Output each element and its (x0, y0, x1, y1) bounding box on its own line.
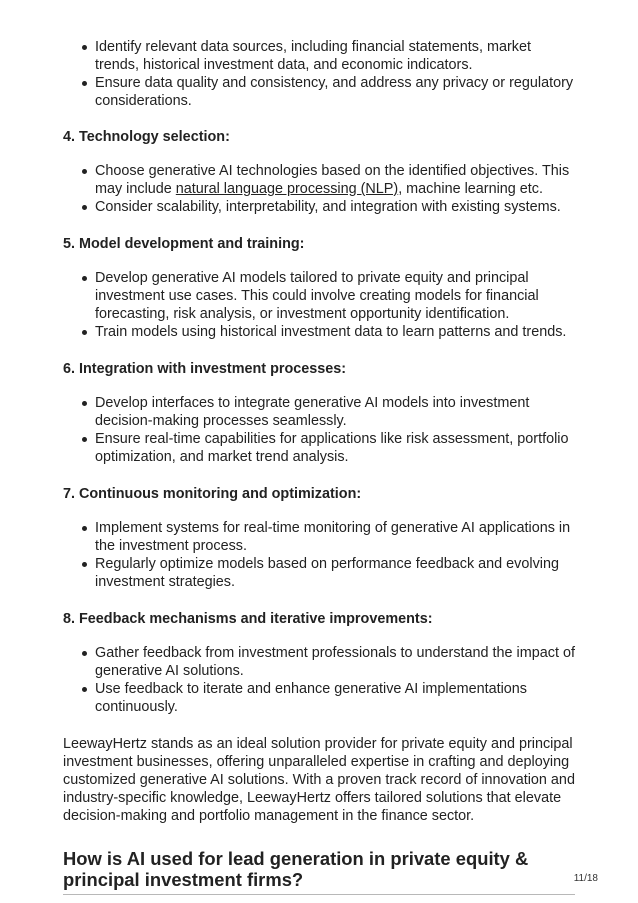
intro-bullet-list (63, 38, 577, 110)
list-item: Train models using historical investment data to learn patterns and trends. (63, 323, 577, 341)
closing-paragraph: LeewayHertz stands as an ideal solution provider for private equity and principal investment businesses, offering unparalleled expertise in crafting and deploying customized generative AI solutions. With a proven track record of innovation and industry-specific knowledge, LeewayHertz offers tailored solutions that elevate decision-making and portfolio management in the finance sector. (63, 736, 575, 824)
feedback-list (63, 644, 577, 716)
list-item: Use feedback to iterate and enhance generative AI implementations continuously. (63, 680, 577, 716)
technology-selection-list (63, 162, 577, 216)
document-page (63, 38, 577, 895)
list-item: Regularly optimize models based on performance feedback and evolving investment strategies. (63, 555, 577, 591)
next-section-heading: How is AI used for lead generation in private equity & principal investment firms? (63, 848, 529, 890)
model-development-list (63, 269, 577, 341)
heading-divider (63, 894, 575, 895)
section-heading-technology-selection: 4. Technology selection: (63, 129, 230, 145)
list-item: Ensure real-time capabilities for applications like risk assessment, portfolio optimization, and market trend analysis. (63, 430, 577, 466)
list-item-text: , machine learning etc. (398, 181, 543, 197)
section-heading-feedback: 8. Feedback mechanisms and iterative improvements: (63, 611, 433, 627)
list-item (63, 162, 577, 198)
list-item: Ensure data quality and consistency, and address any privacy or regulatory considerations. (63, 74, 577, 110)
list-item: Identify relevant data sources, including financial statements, market trends, historical investment data, and economic indicators. (63, 38, 577, 74)
section-heading-model-development: 5. Model development and training: (63, 236, 305, 252)
section-heading-integration: 6. Integration with investment processes: (63, 361, 347, 377)
nlp-link[interactable]: natural language processing (NLP) (175, 181, 399, 197)
list-item: Consider scalability, interpretability, and integration with existing systems. (63, 198, 577, 216)
page-number: 11/18 (573, 873, 598, 884)
list-item: Develop interfaces to integrate generative AI models into investment decision-making processes seamlessly. (63, 394, 577, 430)
list-item: Develop generative AI models tailored to private equity and principal investment use cases. This could involve creating models for financial forecasting, risk analysis, or investment opportunity identification. (63, 269, 577, 323)
monitoring-list (63, 519, 577, 591)
list-item: Gather feedback from investment professionals to understand the impact of generative AI solutions. (63, 644, 577, 680)
integration-list (63, 394, 577, 466)
list-item-text: Choose generative AI technologies based on the identified objectives. This may include (95, 163, 570, 197)
list-item: Implement systems for real-time monitoring of generative AI applications in the investment process. (63, 519, 577, 555)
section-heading-monitoring: 7. Continuous monitoring and optimization: (63, 486, 362, 502)
